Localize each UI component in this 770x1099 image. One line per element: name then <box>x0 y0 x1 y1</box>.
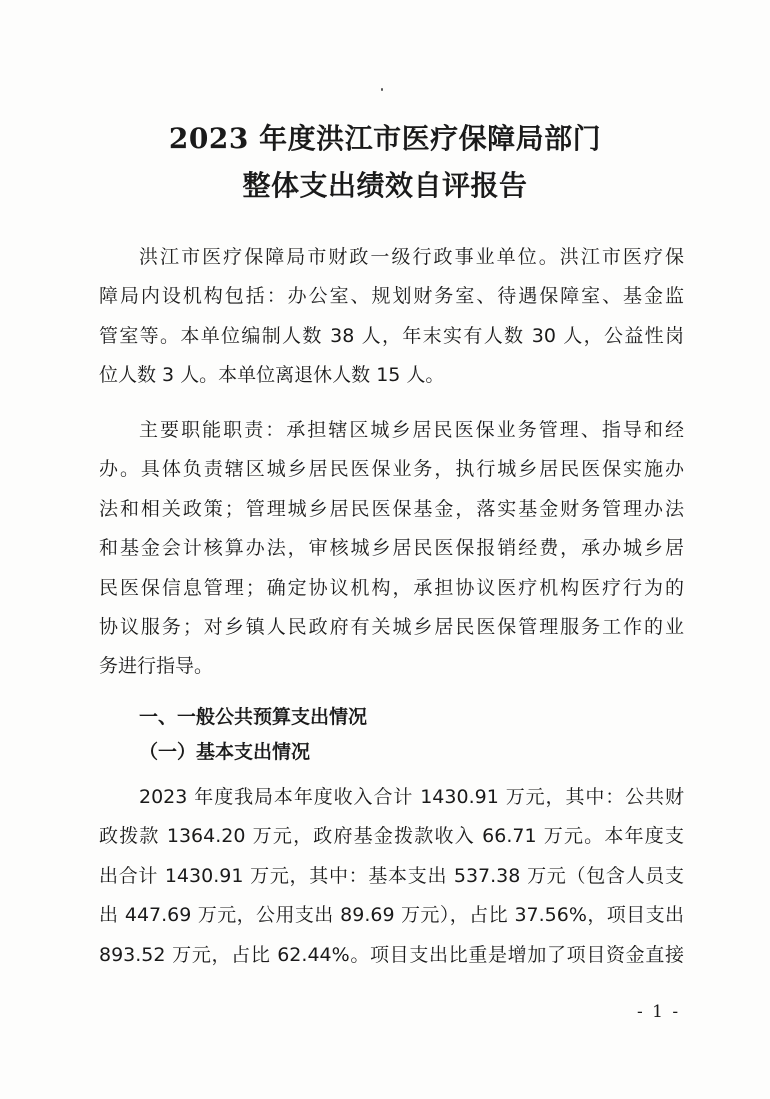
paragraph-line: 协议服务；对乡镇人民政府有关城乡居民医保管理服务工作的业 <box>99 615 684 638</box>
paragraph-line: 障局内设机构包括：办公室、规划财务室、待遇保障室、基金监 <box>99 285 684 308</box>
paragraph-line: 出合计 1430.91 万元，其中：基本支出 537.38 万元（包含人员支 <box>99 864 684 887</box>
paragraph-line: 和基金会计核算办法，审核城乡居民医保报销经费，承办城乡居 <box>99 537 684 560</box>
page-number: - 1 - <box>637 1002 681 1022</box>
paragraph-line: 法和相关政策；管理城乡居民医保基金，落实基金财务管理办法 <box>99 497 684 520</box>
paragraph-unit-overview <box>99 238 684 396</box>
paragraph-line: 办。具体负责辖区城乡居民医保业务，执行城乡居民医保实施办 <box>99 458 684 481</box>
paragraph-line: 位人数 3 人。本单位离退休人数 15 人。 <box>99 364 445 387</box>
paragraph-line: 管室等。本单位编制人数 38 人，年末实有人数 30 人，公益性岗 <box>99 324 684 347</box>
paragraph-basic-expenditure <box>99 778 684 975</box>
paragraph-line: 2023 年度我局本年度收入合计 1430.91 万元，其中：公共财 <box>139 786 684 808</box>
paragraph-line: 务进行指导。 <box>99 655 214 678</box>
document-title-line-2: 整体支出绩效自评报告 <box>242 169 528 202</box>
paragraph-line: 民医保信息管理；确定协议机构，承担协议医疗机构医疗行为的 <box>99 576 684 599</box>
paragraph-line: 出 447.69 万元，公用支出 89.69 万元），占比 37.56%，项目支出 <box>99 904 684 927</box>
scan-speck <box>381 88 383 91</box>
paragraph-line: 政拨款 1364.20 万元，政府基金拨款收入 66.71 万元。本年度支 <box>99 825 684 848</box>
paragraph-line: 主要职能职责：承担辖区城乡居民医保业务管理、指导和经 <box>139 419 684 441</box>
section-heading-1: 一、一般公共预算支出情况 <box>139 706 368 728</box>
paragraph-line: 洪江市医疗保障局市财政一级行政事业单位。洪江市医疗保 <box>139 246 684 268</box>
paragraph-main-duties <box>99 411 684 687</box>
section-heading-1-1: （一）基本支出情况 <box>139 741 311 763</box>
paragraph-line: 893.52 万元，占比 62.44%。项目支出比重是增加了项目资金直接 <box>99 943 684 966</box>
document-title-line-1: 2023 年度洪江市医疗保障局部门 <box>168 122 602 155</box>
